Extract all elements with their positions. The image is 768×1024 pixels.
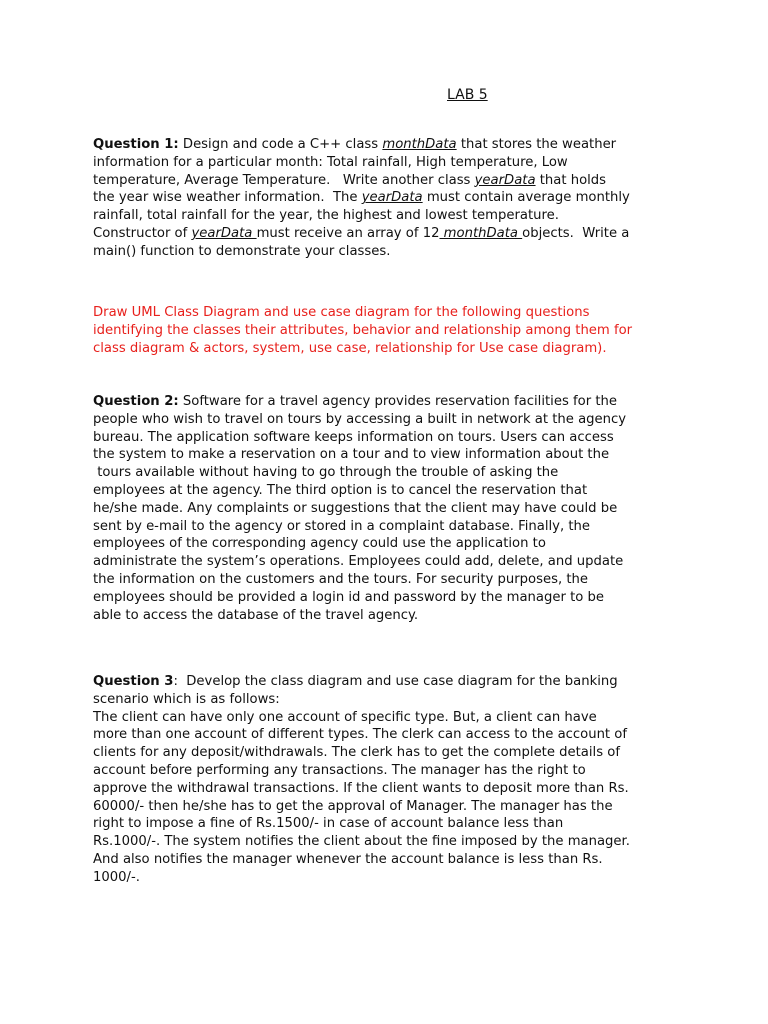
q1-text: that holds (535, 172, 607, 188)
q2-line: people who wish to travel on tours by accessing a built in network at the agency (93, 411, 627, 427)
q2-line: employees of the corresponding agency could use the application to (93, 536, 546, 552)
q1-text: the year wise weather information. The (93, 190, 362, 206)
q1-line-2: information for a particular month: Total rainfall, High temperature, Low (93, 154, 568, 170)
q3-line: more than one account of different types. The clerk can access to the account of (93, 727, 628, 743)
q2-line-1 (93, 393, 683, 411)
q3-line: 1000/-. (93, 869, 140, 885)
q1-label: Question 1: (93, 137, 179, 152)
term-monthdata: monthData (382, 137, 457, 152)
page-title: LAB 5 (447, 87, 488, 103)
term-yeardata: yearData (191, 225, 257, 241)
q1-text: objects. Write a (522, 225, 630, 241)
q2-line: bureau. The application software keeps information on tours. Users can access (93, 429, 614, 445)
q3-line: scenario which is as follows: (93, 691, 280, 707)
instruction-line: identifying the classes their attributes, behavior and relationship among them for (93, 322, 633, 338)
term-yeardata: yearData (361, 190, 423, 206)
question-2 (93, 393, 683, 624)
q1-text: must receive an array of 12 (256, 225, 440, 241)
q3-line: The client can have only one account of specific type. But, a client can have (93, 709, 597, 725)
instruction-line: class diagram & actors, system, use case, relationship for Use case diagram). (93, 340, 607, 356)
q2-line: the system to make a reservation on a tour and to view information about the (93, 447, 610, 463)
instruction-line: Draw UML Class Diagram and use case diagram for the following questions (93, 305, 590, 320)
q3-line: right to impose a fine of Rs.1500/- in case of account balance less than (93, 816, 564, 832)
q2-line: he/she made. Any complaints or suggestions that the client may have could be (93, 500, 618, 516)
q1-line-3 (93, 172, 683, 190)
q3-line: Rs.1000/-. The system notifies the client about the fine imposed by the manager. (93, 834, 630, 850)
q1-line-7: main() function to demonstrate your classes. (93, 243, 391, 259)
q2-line: employees should be provided a login id and password by the manager to be (93, 589, 605, 605)
q1-text: must contain average monthly (422, 190, 630, 206)
q2-text: Software for a travel agency provides reservation facilities for the (178, 394, 617, 409)
q3-label: Question 3 (93, 674, 174, 689)
term-monthdata: monthData (439, 225, 523, 241)
q1-line-5: rainfall, total rainfall for the year, the highest and lowest temperature. (93, 208, 559, 224)
q1-text: temperature, Average Temperature. Write another class (93, 172, 475, 188)
q2-line: sent by e-mail to the agency or stored in a complaint database. Finally, the (93, 518, 590, 534)
q2-line: tours available without having to go through the trouble of asking the (93, 465, 559, 481)
q3-line: 60000/- then he/she has to get the approval of Manager. The manager has the (93, 798, 613, 814)
q3-line: And also notifies the manager whenever the account balance is less than Rs. (93, 851, 603, 867)
q2-label: Question 2: (93, 394, 179, 409)
q3-line: account before performing any transactions. The manager has the right to (93, 762, 586, 778)
term-yeardata: yearData (474, 172, 536, 188)
q1-text: Constructor of (93, 225, 192, 241)
q2-line: the information on the customers and the tours. For security purposes, the (93, 571, 588, 587)
q1-text: Design and code a C++ class (178, 137, 383, 152)
q1-line-6 (93, 225, 683, 243)
q1-line-1 (93, 136, 683, 154)
q1-text: that stores the weather (456, 137, 617, 152)
q2-line: able to access the database of the travel agency. (93, 607, 419, 623)
uml-instructions (93, 304, 683, 357)
q3-line: clients for any deposit/withdrawals. The clerk has to get the complete details of (93, 745, 620, 761)
q3-line-1 (93, 673, 683, 691)
q1-line-4 (93, 189, 683, 207)
q2-line: employees at the agency. The third option is to cancel the reservation that (93, 482, 588, 498)
question-1 (93, 136, 683, 261)
q3-line: approve the withdrawal transactions. If the client wants to deposit more than Rs. (93, 780, 629, 796)
q2-line: administrate the system’s operations. Employees could add, delete, and update (93, 554, 624, 570)
q3-text: : Develop the class diagram and use case diagram for the banking (173, 674, 618, 689)
question-3 (93, 673, 683, 887)
